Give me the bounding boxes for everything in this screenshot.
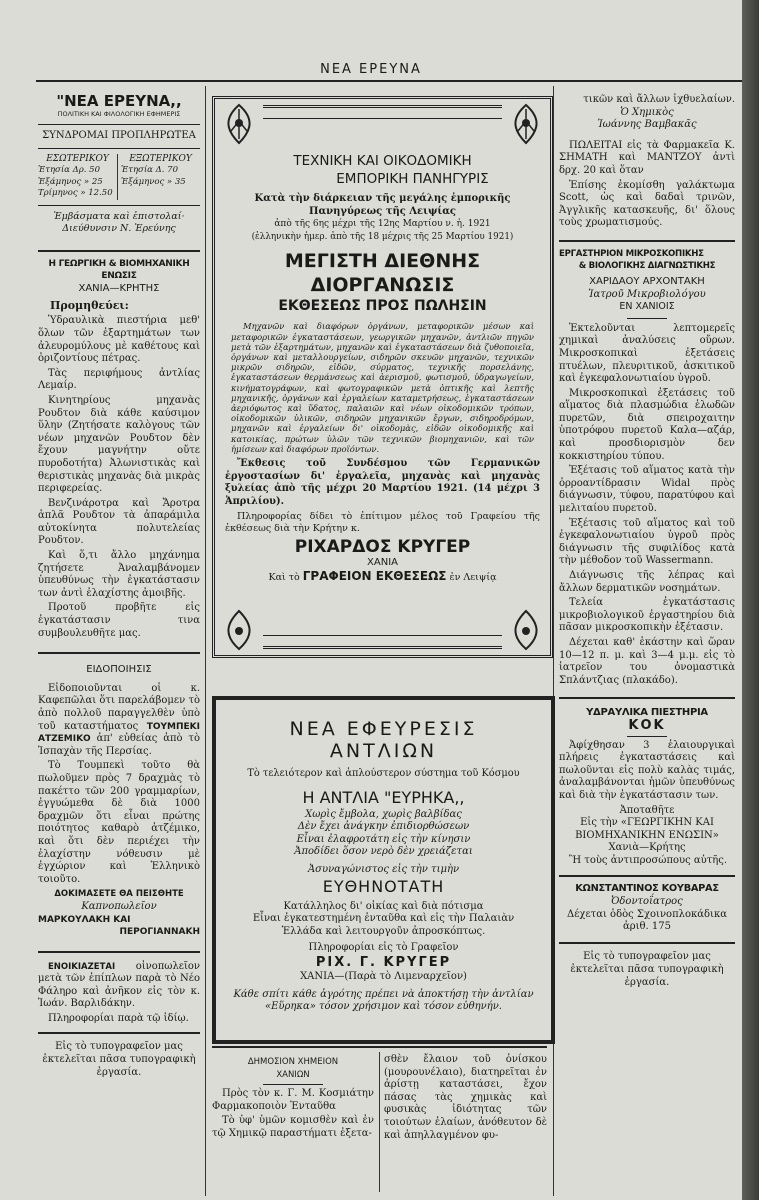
notice-names-1: ΜΑΡΚΟΥΛΑΚΗ ΚΑΙ	[38, 914, 131, 925]
column-rule-left	[205, 86, 206, 1196]
fair-title-1: ΤΕΧΝΙΚΗ ΚΑΙ ΟΙΚΟΔΟΜΙΚΗ	[293, 153, 472, 169]
georgiki-paragraph: Βενζινάροτρα καὶ Ἄροτρα ἁπλᾶ Ρουδτον τὰ ἀπαράμιλα αὐτοκίνητα πολυτελείας Ρουδτον.	[38, 497, 200, 547]
dentist-heading: ΚΩΝΣΤΑΝΤΙΝΟΣ ΚΟΥΒΑΡΑΣ	[575, 883, 719, 895]
chem-right	[384, 1054, 547, 1144]
pump-feature: Εἶναι ἐγκατεστημένη ἐνταῦθα καὶ εἰς τὴν Παλαιὰν	[252, 913, 515, 925]
notice-names-2: ΠΕΡΟΓΙΑΝΝΑΚΗ	[119, 927, 200, 938]
fair-office-line	[225, 570, 540, 585]
lab-paragraph: Ἐξέτασις τοῦ αἵματος καὶ τοῦ ἐγκεφαλονωτιαίου ὑγροῦ πρὸς διάγνωσιν τῆς συφιλίδος κατὰ τὴν μέθοδον τοῦ Wassermann.	[559, 517, 735, 567]
subscription-rates	[38, 154, 200, 200]
press-divider	[627, 736, 667, 737]
lab-divider	[627, 318, 667, 319]
press-representatives: Ἢ τοὺς ἀντιπροσώπους αὐτῆς.	[569, 854, 728, 866]
notice-heading: ΕΙΔΟΠΟΙΗΣΙΣ	[86, 664, 152, 676]
domestic-rate-3month: Τρίμηνος » 12.50	[38, 188, 113, 199]
pump-advertisement	[212, 696, 555, 1044]
pump-feature: Ἀσυναγώνιστος εἰς τὴν τιμὴν	[307, 863, 460, 875]
ornament-band-top	[263, 105, 502, 119]
georgiki-paragraph: Τὰς περιφήμους ἀντλίας Λεμαίρ.	[38, 367, 200, 392]
fair-dates-1: ἀπὸ τῆς 6ης μέχρι τῆς 12ης Μαρτίου ν. ἡ. 1921	[274, 219, 491, 230]
lab-city: ΕΝ ΧΑΝΙΟΙΣ	[619, 301, 675, 313]
fair-big-title: ΜΕΓΙΣΤΗ ΔΙΕΘΝΗΣ ΔΙΟΡΓΑΝΩΣΙΣ	[284, 250, 481, 297]
chem-column-rule	[379, 1052, 380, 1192]
domestic-label: ΕΣΩΤΕΡΙΚΟΥ	[46, 153, 109, 164]
subscription-heading: ΣΥΝΔΡΟΜΑΙ ΠΡΟΠΛΗΡΩΤΕΑ	[42, 130, 196, 141]
fair-during-2: Πανηγύρεως τῆς Λειψίας	[309, 205, 456, 217]
fair-office-post: ἐν Λειψίᾳ	[449, 571, 497, 583]
ornament-band-bottom	[263, 635, 502, 649]
rent-text: οἰνοπωλεῖον μετὰ τῶν ἐπίπλων παρὰ τὸ Νέο Φάληρο καὶ ἀνῆκον εἰς τὸν κ. Ἰωάν. Βαρλιδάκην.	[38, 960, 200, 1010]
fair-contact-name: ΡΙΧΑΡΔΟΣ ΚΡΥΓΕΡ	[294, 537, 471, 558]
georgiki-title: Η ΓΕΩΡΓΙΚΗ & ΒΙΟΜΗΧΑΝΙΚΗ ΕΝΩΣΙΣ	[48, 258, 190, 281]
fair-during-1: Κατὰ τὴν διάρκειαν τῆς μεγάλης ἐμπορικῆς	[254, 193, 511, 204]
pump-feature: Εἶναι ἐλαφροτάτη εἰς τὴν κίνησιν	[296, 833, 471, 845]
georgiki-subheading: Προμηθεύει:	[50, 298, 129, 312]
pump-intro: Τὸ τελειότερον καὶ ἁπλούστερον σύστημα τοῦ Κόσμου	[247, 768, 520, 779]
chem-text-c: σθὲν ἔλαιον τοῦ ὀνίσκου (μουρουνέλαιο), διατηρεῖται ἐν ἀρίστῃ καταστάσει, ἔχον πάσας τὰς χημικὰς καὶ φυσικὰς ἰδιότητας τῶν τοιούτων ἐλαίων, ἀνόθευτον δὲ καὶ ἀπηλλαγμένον φυ-	[384, 1054, 547, 1141]
right-top-continuation: τικῶν καὶ ἄλλων ἰχθυελαίων.	[583, 94, 735, 105]
pump-closing: Κάθε σπίτι κάθε ἀγρότης πρέπει νὰ ἀποκτήσῃ τὴν ἀντλίαν «Εὕρηκα» τόσον χρήσιμον καὶ τόσον εὐθηνήν.	[233, 988, 534, 1013]
fair-contact-city: ΧΑΝΙΑ	[367, 557, 398, 569]
dentist-address-1: Δέχεται ὁδὸς Σχοινοπλοκάδικα	[567, 908, 727, 920]
page-header-title: ΝΕΑ ΕΡΕΥΝΑ	[320, 62, 422, 77]
pump-address: ΧΑΝΙΑ—(Παρὰ τὸ Λιμεναρχεῖον)	[300, 970, 467, 982]
foreign-rate-annual: Ἐτησία Δ. 70	[121, 165, 178, 176]
domestic-rates	[38, 154, 117, 200]
fair-dates-2: (ἑλληνικὴν ἡμερ. ἀπὸ τῆς 18 μέχρις τῆς 25 Μαρτίου 1921)	[251, 231, 514, 242]
notice-text: Εἰδοποιοῦνται οἱ κ. Καφεπῶλαι ὅτι παρελάβομεν τὸ ἀπὸ πολλοῦ παραγγελθὲν ὑπὸ τοῦ καταστήματος	[38, 682, 200, 732]
fair-items: Μηχανῶν καὶ διαφόρων ὀργάνων, μεταφορικῶν μέσων καὶ μεταφορικῶν ἐγκαταστάσεων, γεωργικῶν μηχανῶν, ἀντλιῶν πηγῶν μετὰ τῶν ἐξαρτημάτων, μηχανῶν καὶ ἐγκαταστάσεων διὰ ζυθοποιεῖα, ὀργάνων καὶ μεταλλουργείων, σιδηρῶν σκευῶν μηχανῶν, τεχνικῶν μικρῶν σιδηρῶν, εἰδῶν, σύρματος, τεχνικῆς πορσελάνης, ἐγκαταστάσεων θερμάνσεως καὶ ἀερισμοῦ, φωτισμοῦ, ὑδραγωγείων, κινήματογράφων, καὶ φωτογραφικῶν μετὰ ὀπτικῆς καὶ λεπτῆς μηχανικῆς, ὀργάνων καὶ ἐργαλείων καταμετρήσεως, ἐγκαταστάσεων ἀεριόφωτος καὶ ὕδατος, παλαιῶν καὶ νέων οἰκοδομικῶν τρόπων, οἰκοδομικῶν ὑλικῶν, σιδηρῶν μηχανικῶν ἔργων, σιδηροδρόμων, μηχανῶν καὶ ἐργαλείων δι' οἰκοδομὰς, εἰδῶν οἰκοδομικῆς καὶ κατοικίας, πρώτων ὑλῶν τῶν τεχνικῶν βιομηχανιῶν, καὶ τῶν ἡμίσεων καὶ διαφόρων προϊόντων.	[231, 321, 534, 454]
georgiki-paragraph: Κινητηρίους μηχανὰς Ρουδτον διὰ κάθε καύσιμον ὕλην (Ζητήσατε καλὸγους τῶν νέων μηχανῶν Ρουδτον δὲν ἔχουν μαγνήτην οὔτε πυροδοτήτα) Ἀλωνιστικὰς καὶ θεριστικὰς μηχανὰς διὰ μικρὰς περιφερείας.	[38, 394, 200, 495]
chemist-name: Ἰωάννης Βαμβακᾶς	[597, 119, 697, 131]
pump-feature: Ἀποδίδει ὅσον νερὸ δὲν χρειάζεται	[294, 846, 473, 858]
corner-ornament-icon	[504, 101, 548, 145]
lab-title: Ἰατροῦ Μικροβιολόγου	[588, 288, 706, 300]
fair-big-subtitle: ΕΚΘΕΣΕΩΣ ΠΡΟΣ ΠΩΛΗΣΙΝ	[278, 298, 487, 315]
remittance-line-2: Διεύθυνσιν Ν. Ἐρεύνης	[62, 223, 176, 235]
lab-paragraph: Μικροσκοπικαὶ ἐξετάσεις τοῦ αἵματος διὰ πλασμώδια ἑλωδῶν πυρετῶν, διὰ σπειροχαιτην ὑποτρόφου πυρετοῦ Καλα—αζάρ, καὶ προσδιορισμὸν δεν κοκκιστηρίου τύπου.	[559, 387, 735, 462]
print-notice-left: Εἰς τὸ τυπογραφεῖον μας ἐκτελεῖται πᾶσα τυπογραφικὴ ἐργασία.	[42, 1040, 196, 1078]
masthead-subtitle: ΠΟΛΙΤΙΚΗ ΚΑΙ ΦΙΛΟΛΟΓΙΚΗ ΕΦΗΜΕΡΙΣ	[57, 110, 181, 118]
header-rule	[36, 80, 742, 82]
chem-left	[212, 1056, 374, 1143]
pharmacy-notice: ΠΩΛΕΙΤΑΙ εἰς τὰ Φαρμακεῖα Κ. ΣΗΜΑΤΗ καὶ ΜΑΝΤΖΟΥ ἀντὶ δρχ. 20 καὶ ὅταν	[559, 139, 735, 176]
foreign-label: ΕΞΩΤΕΡΙΚΟΥ	[129, 153, 192, 164]
chem-heading-2: ΧΑΝΙΩΝ	[276, 1069, 310, 1080]
fair-office: ΓΡΑΦΕΙΟΝ ΕΚΘΕΣΕΩΣ	[302, 568, 447, 583]
fair-title-2: ΕΜΠΟΡΙΚΗ ΠΑΝΗΓΥΡΙΣ	[336, 171, 489, 187]
lab-heading-2: & ΒΙΟΛΟΓΙΚΗΣ ΔΙΑΓΝΩΣΤΙΚΗΣ	[578, 260, 716, 271]
dentist-address-2: ἀριθ. 175	[622, 921, 672, 933]
rent-info: Πληροφορίαι παρὰ τῷ ἰδίῳ.	[48, 1013, 189, 1025]
chem-text-a: Πρὸς τὸν κ. Γ. Μ. Κοσμιάτην Φαρμακοποιὸν Ἐνταῦθα	[212, 1088, 374, 1112]
corner-ornament-icon	[217, 609, 261, 653]
fair-office-pre: Καὶ τὸ	[268, 571, 300, 583]
press-apply: Ἀποταθῆτε	[619, 804, 675, 816]
domestic-rate-annual: Ἐτησία Δρ. 50	[38, 165, 100, 176]
pump-title-2: ΑΝΤΛΙΩΝ	[329, 740, 438, 762]
georgiki-paragraph: Καὶ ὅ,τι ἄλλο μηχάνημα ζητήσετε Ἀναλαμβάνομεν ὑπευθύνως τὴν ἐγκατάστασιν των ἀντὶ ἐλαχίστης ἀμοιβῆς.	[38, 550, 200, 599]
chem-heading-1: ΔΗΜΟΣΙΟΝ ΧΗΜΕΙΟΝ	[247, 1057, 339, 1067]
lab-paragraph: Ἐξέτασις τοῦ αἵματος κατὰ τὴν ὀρροαντίδρασιν Widal πρὸς διάγνωσιν, τύφου, παρατύφου καὶ μελιταίου πυρετοῦ.	[559, 465, 735, 515]
pump-feature: Δὲν ἔχει ἀνάγκην ἐπιδιορθώσεων	[297, 821, 470, 833]
fair-exhibit: Ἔκθεσις τοῦ Συνδέσμου τῶν Γερμανικῶν ἐργοστασίων δι' ἐργαλεῖα, μηχανὰς καὶ μηχανὰς ξυλείας ἀπὸ τῆς μέχρι 20 Μαρτίου 1921. (14 μέχρι 3 Ἀπριλίου).	[225, 458, 540, 507]
press-heading: ΥΔΡΑΥΛΙΚΑ ΠΙΕΣΤΗΡΙΑ	[586, 707, 708, 719]
chem-divider	[263, 1084, 323, 1085]
lab-paragraph: Ἐκτελοῦνται λεπτομερεῖς χημικαὶ ἀναλύσεις οὔρων. Μικροσκοπικαὶ ἐξετάσεις πτυέλων, πλευριτικοῦ, ἀσκιτικοῦ καὶ ἐγκεφαλονωτιαίου ὑγροῦ.	[559, 322, 735, 385]
rent-paragraph	[38, 961, 200, 1011]
lab-paragraph: Τελεία ἐγκατάστασις μικροβιολογικοῦ ἐργαστηρίου διὰ πᾶσαν μικροσκοπικὴν ἐξέτασιν.	[559, 597, 735, 634]
chem-rule	[212, 1046, 547, 1048]
georgiki-paragraph: Ὑδραυλικὰ πιεστήρια μεθ' ὅλων τῶν ἐξαρτημάτων των ἀλευρομύλους μὲ καθέτους καὶ ὁριζοντίους πέτρας.	[38, 315, 200, 365]
masthead-name: "ΝΕΑ ΕΡΕΥΝΑ,,	[56, 92, 182, 110]
foreign-rates	[117, 154, 200, 200]
pump-agent: ΡΙΧ. Γ. ΚΡΥΓΕΡ	[315, 954, 452, 970]
georgiki-location: ΧΑΝΙΑ—ΚΡΗΤΗΣ	[78, 282, 160, 294]
lab-name: ΧΑΡΙΔΑΟΥ ΑΡΧΟΝΤΑΚΗ	[589, 275, 705, 287]
pump-info: Πληροφορίαι εἰς τὸ Γραφεῖον	[308, 942, 459, 954]
lab-heading-1: ΕΡΓΑΣΤΗΡΙΟΝ ΜΙΚΡΟΣΚΟΠΙΚΗΣ	[559, 248, 704, 259]
fair-info: Πληροφορίας δίδει τὸ ἐπίτιμον μέλος τοῦ Γραφείου τῆς ἐκθέσεως διὰ τὴν Κρήτην κ.	[225, 511, 540, 535]
dentist-title: Ὀδοντοΐατρος	[611, 896, 683, 908]
press-to: Εἰς τὴν «ΓΕΩΡΓΙΚΗΝ ΚΑΙ ΒΙΟΜΗΧΑΝΙΚΗΝ ΕΝΩΣΙΝ»	[575, 817, 719, 841]
right-column	[559, 94, 735, 989]
page-binding-edge	[742, 0, 759, 1200]
press-brand: ΚΟΚ	[628, 717, 666, 733]
domestic-rate-6month: Ἑξάμηνος » 25	[38, 176, 103, 187]
notice-paragraph-2: Τὸ Τουμπεκὶ τοῦτο θὰ πωλοῦμεν πρὸς 7 δραχμὰς τὸ πακέττο τῶν 200 γραμμαρίων, ἐγγυώμεθα δὲ διὰ 1000 δραχμῶν ὅτι εἶναι πρώτης ποιότητος καθαρὸ ἀτζέμικο, καὶ ὅτι δὲν περιέχει τὴν ἐλαχίστην νόθευσιν μὲ ἐγχώριον καὶ Ἑλληνικὸ τοιοῦτο.	[38, 760, 200, 885]
emulsion-notice: Ἐπίσης ἐκομίσθη γαλάκτωμα Scott, ὡς καὶ δαδαὶ τρινῶν, Ἀγγλικῆς κατασκευῆς, δι' ὅλους τοὺς χρωματισμούς.	[559, 179, 735, 229]
lab-paragraph: Δέχεται καθ' ἑκάστην καὶ ὥραν 10—12 π. μ. καὶ 3—4 μ.μ. εἰς τὸ ἰατρεῖον του ὀνομαστικὰ Σπλάντζιας (πλακάδο).	[559, 636, 735, 686]
press-text: Ἀφίχθησαν 3 ἐλαιουργικαὶ πλήρεις ἐγκαταστάσεις καὶ πωλοῦνται εἰς πολὺ καλὰς τιμάς, ἀναλαμβάνονται ἡμῶν ὑπευθύνως καὶ διὰ τὴν ἐγκατάστασιν των.	[559, 739, 735, 801]
remittance-line-1: Ἐμβάσματα καὶ ἐπιστολαί·	[53, 210, 185, 222]
rent-heading: ΕΝΟΙΚΙΑΖΕΤΑΙ	[48, 961, 116, 972]
notice-text-cont: ἀπ' εὐθείας ἀπὸ τὸ Ἰσπαχὰν τῆς Περσίας.	[38, 733, 200, 757]
print-notice-right: Εἰς τὸ τυπογραφεῖον μας ἐκτελεῖται πᾶσα τυπογραφικὴ ἐργασία.	[570, 950, 724, 988]
foreign-rate-6month: Ἑξάμηνος » 35	[121, 176, 186, 187]
notice-shop-name: ΤΟΥΜΠΕΚΙ ΑΤΖΕΜΙΚΟ	[38, 721, 200, 745]
notice-paragraph	[38, 683, 200, 759]
notice-company: Καπνοπωλεῖον	[81, 900, 157, 912]
pump-content	[224, 718, 543, 1014]
pump-feature: Κατάλληλος δι' οἰκίας καὶ διὰ πότισμα	[283, 900, 484, 912]
lab-paragraph: Διάγνωσις τῆς λέπρας καὶ ἄλλων δερματικῶν νοσημάτων.	[559, 570, 735, 594]
pump-price: ΕΥΘΗΝΟΤΑΤΗ	[322, 876, 445, 896]
left-column	[38, 92, 200, 1079]
pump-feature: Χωρὶς ἔμβολα, χωρὶς βαλβίδας	[305, 808, 462, 820]
fair-content	[225, 153, 540, 584]
corner-ornament-icon	[217, 101, 261, 145]
pump-name: Η ΑΝΤΛΙΑ "ΕΥΡΗΚΑ,,	[302, 787, 465, 807]
chemist-title: Ὁ Χημικὸς	[620, 106, 674, 118]
pump-feature: Ἑλλάδα καὶ λειτουργοῦν ἀπροσκόπτως.	[281, 925, 486, 937]
georgiki-paragraph: Προτοῦ προβῆτε εἰς ἐγκατάστασιν τινα συμβουλευθῆτε μας.	[38, 602, 200, 639]
notice-slogan: ΔΟΚΙΜΑΣΕΤΕ ΘΑ ΠΕΙΣΘΗΤΕ	[54, 889, 184, 900]
corner-ornament-icon	[504, 609, 548, 653]
fair-advertisement	[212, 96, 553, 658]
pump-title-1: ΝΕΑ ΕΦΕΥΡΕΣΙΣ	[289, 718, 478, 740]
press-city: Χανιὰ—Κρήτης	[608, 842, 686, 854]
chem-text-b: Τὸ ὑφ' ὑμῶν κομισθὲν καὶ ἐν τῷ Χημικῷ παραστήματι ἐξετα-	[212, 1115, 374, 1139]
